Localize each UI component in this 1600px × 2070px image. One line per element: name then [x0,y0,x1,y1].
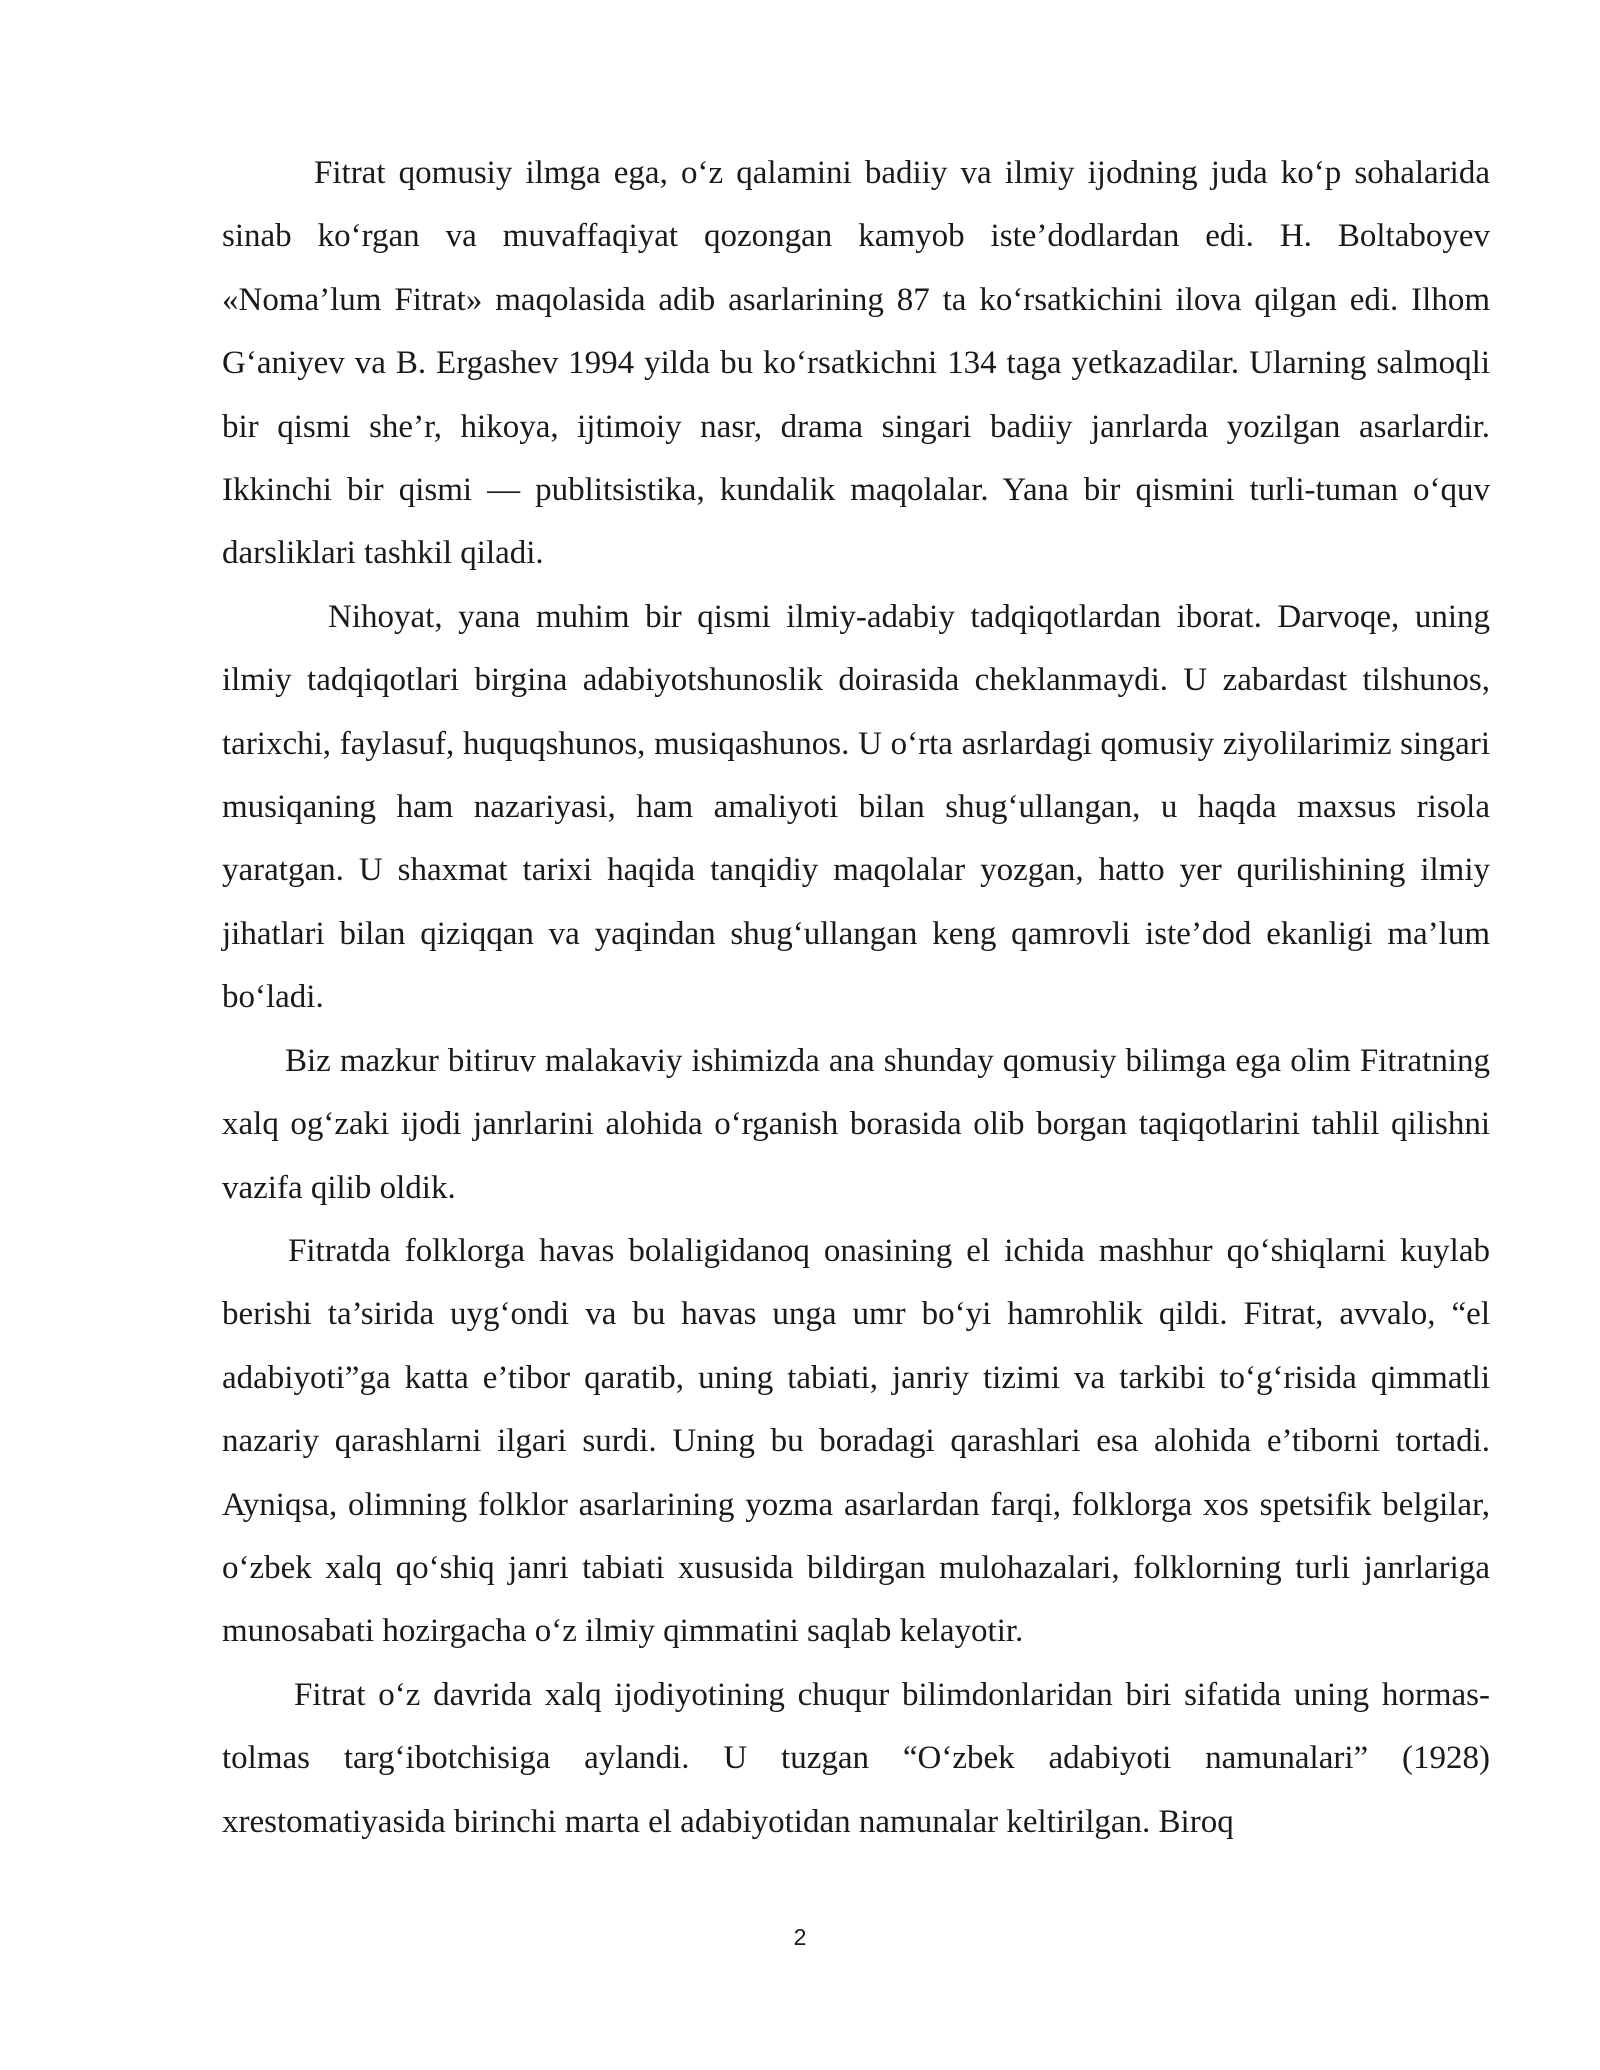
paragraph-1: Fitrat qomusiy ilmga ega, o‘z qalamini badiiy va ilmiy ijodning juda ko‘p sohalarida sinab ko‘rgan va muvaffaqiyat qozongan kamyob iste’dodlardan edi. H. Boltaboyev «Noma’lum Fitrat» maqolasida adib asarlarining 87 ta ko‘rsatkichini ilova qilgan edi. Ilhom G‘aniyev va B. Ergashev 1994 yilda bu ko‘rsatkichni 134 taga yetkazadilar. Ularning salmoqli bir qismi she’r, hikoya, ijtimoiy nasr, drama singari badiiy janrlarda yozilgan asarlardir. Ikkinchi bir qismi — publitsistika, kundalik maqolalar. Yana bir qismini turli-tuman o‘quv darsliklari tashkil qiladi. [222,155,1490,572]
paragraph-5: Fitrat o‘z davrida xalq ijodiyotining chuqur bilimdonlaridan biri sifatida uning hormas-tolmas targ‘ibotchisiga aylandi. U tuzgan “O‘zbek adabiyoti namunalari” (1928) xrestomatiyasida birinchi marta el adabiyotidan namunalar keltirilgan. Biroq [222,1676,1490,1840]
body-text [222,142,1490,1854]
paragraph-3: Biz mazkur bitiruv malakaviy ishimizda ana shunday qomusiy bilimga ega olim Fitratning xalq og‘zaki ijodi janrlarini alohida o‘rganish borasida olib borgan taqiqotlarini tahlil qilishni vazifa qilib oldik. [222,1042,1490,1206]
page-number: 2 [793,1924,807,1950]
paragraph-2: Nihoyat, yana muhim bir qismi ilmiy-adabiy tadqiqotlardan iborat. Darvoqe, uning ilmiy tadqiqotlari birgina adabiyotshunoslik doirasida cheklanmaydi. U zabardast tilshunos, tarixchi, faylasuf, huquqshunos, musiqashunos. U o‘rta asrlardagi qomusiy ziyolilarimiz singari musiqaning ham nazariyasi, ham amaliyoti bilan shug‘ullangan, u haqda maxsus risola yaratgan. U shaxmat tarixi haqida tanqidiy maqolalar yozgan, hatto yer qurilishining ilmiy jihatlari bilan qiziqqan va yaqindan shug‘ullangan keng qamrovli iste’dod ekanligi ma’lum bo‘ladi. [222,598,1490,1016]
paragraph-4: Fitratda folklorga havas bolaligidanoq onasining el ichida mashhur qo‘shiqlarni kuylab berishi ta’sirida uyg‘ondi va bu havas unga umr bo‘yi hamrohlik qildi. Fitrat, avvalo, “el adabiyoti”ga katta e’tibor qaratib, uning tabiati, janriy tizimi va tarkibi to‘g‘risida qimmatli nazariy qarashlarni ilgari surdi. Uning bu boradagi qarashlari esa alohida e’tiborni tortadi. Ayniqsa, olimning folklor asarlarining yozma asarlardan farqi, folklorga xos spetsifik belgilar, o‘zbek xalq qo‘shiq janri tabiati xususida bildirgan mulohazalari, folklorning turli janrlariga munosabati hozirgacha o‘z ilmiy qimmatini saqlab kelayotir. [222,1232,1490,1650]
